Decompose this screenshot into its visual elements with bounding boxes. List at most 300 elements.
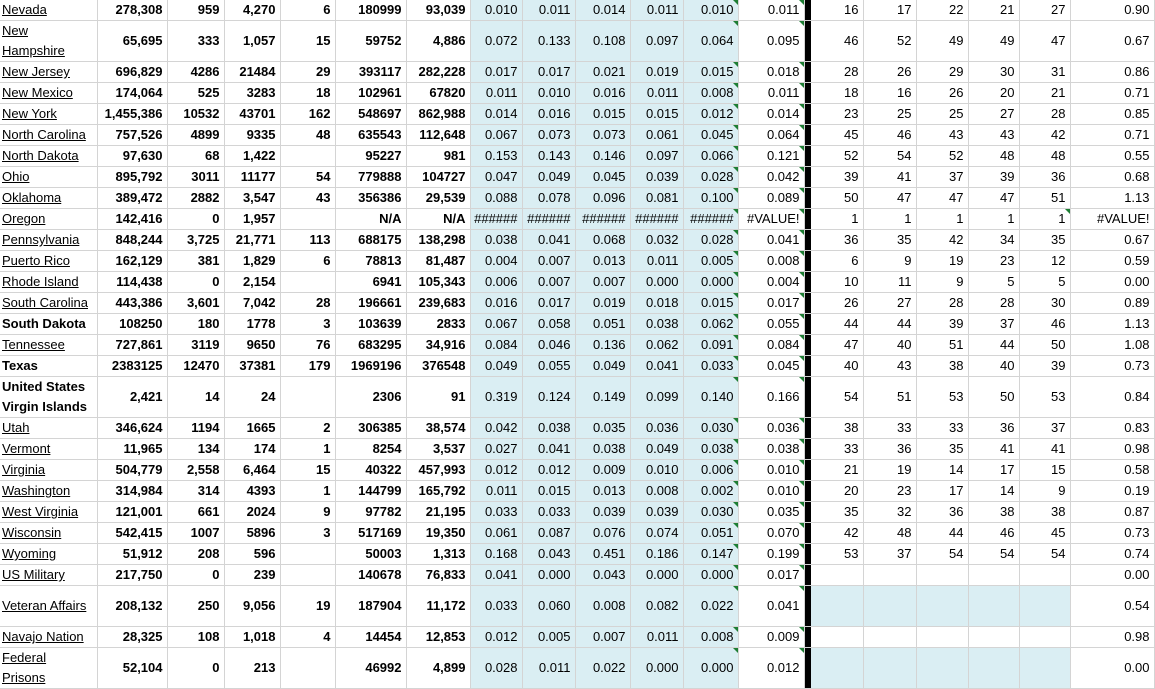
cell-k1[interactable]: 45 xyxy=(810,125,863,146)
cell-avg[interactable]: 0.089 xyxy=(738,188,804,209)
cell-c6[interactable]: 104727 xyxy=(406,167,470,188)
cell-c4[interactable]: 19 xyxy=(280,586,335,627)
cell-k3[interactable]: 29 xyxy=(916,62,968,83)
cell-c4[interactable] xyxy=(280,272,335,293)
cell-c1[interactable]: 52,104 xyxy=(97,648,167,689)
cell-c6[interactable]: 862,988 xyxy=(406,104,470,125)
cell-r1[interactable]: 0.042 xyxy=(470,418,522,439)
cell-c2[interactable]: 0 xyxy=(167,648,224,689)
cell-k3[interactable]: 25 xyxy=(916,104,968,125)
cell-c5[interactable]: 688175 xyxy=(335,230,406,251)
cell-k1[interactable]: 47 xyxy=(810,335,863,356)
cell-c4[interactable]: 15 xyxy=(280,460,335,481)
cell-r5[interactable]: ###### xyxy=(683,209,738,230)
cell-avg[interactable]: 0.010 xyxy=(738,481,804,502)
cell-k1[interactable]: 28 xyxy=(810,62,863,83)
cell-c1[interactable]: 51,912 xyxy=(97,544,167,565)
cell-r3[interactable]: 0.015 xyxy=(575,104,630,125)
cell-r4[interactable]: 0.011 xyxy=(630,627,683,648)
cell-k1[interactable]: 50 xyxy=(810,188,863,209)
cell-r3[interactable]: 0.016 xyxy=(575,83,630,104)
cell-k5[interactable] xyxy=(1019,565,1070,586)
cell-k2[interactable]: 51 xyxy=(863,377,916,418)
cell-k1[interactable] xyxy=(810,627,863,648)
cell-r3[interactable]: 0.043 xyxy=(575,565,630,586)
cell-k3[interactable]: 53 xyxy=(916,377,968,418)
cell-c2[interactable]: 68 xyxy=(167,146,224,167)
cell-r5[interactable]: 0.000 xyxy=(683,648,738,689)
cell-c3[interactable]: 9335 xyxy=(224,125,280,146)
cell-r5[interactable]: 0.147 xyxy=(683,544,738,565)
cell-last[interactable]: 0.67 xyxy=(1070,21,1154,62)
cell-r3[interactable]: 0.022 xyxy=(575,648,630,689)
cell-last[interactable]: 0.85 xyxy=(1070,104,1154,125)
cell-name[interactable] xyxy=(0,481,97,502)
cell-r3[interactable]: 0.007 xyxy=(575,627,630,648)
cell-k5[interactable]: 38 xyxy=(1019,502,1070,523)
cell-k4[interactable]: 41 xyxy=(968,439,1019,460)
cell-avg[interactable]: 0.070 xyxy=(738,523,804,544)
cell-r4[interactable]: 0.015 xyxy=(630,104,683,125)
cell-c3[interactable]: 3,547 xyxy=(224,188,280,209)
cell-r1[interactable]: 0.038 xyxy=(470,230,522,251)
cell-c3[interactable]: 6,464 xyxy=(224,460,280,481)
cell-c5[interactable]: 50003 xyxy=(335,544,406,565)
cell-avg[interactable]: 0.011 xyxy=(738,83,804,104)
cell-k1[interactable]: 6 xyxy=(810,251,863,272)
cell-k3[interactable]: 52 xyxy=(916,146,968,167)
cell-c6[interactable]: 105,343 xyxy=(406,272,470,293)
cell-r2[interactable]: ###### xyxy=(522,209,575,230)
cell-c2[interactable]: 333 xyxy=(167,21,224,62)
cell-last[interactable]: 0.98 xyxy=(1070,627,1154,648)
cell-k4[interactable] xyxy=(968,648,1019,689)
cell-avg[interactable]: 0.055 xyxy=(738,314,804,335)
cell-last[interactable]: 0.86 xyxy=(1070,62,1154,83)
cell-r5[interactable]: 0.015 xyxy=(683,62,738,83)
cell-c4[interactable]: 4 xyxy=(280,627,335,648)
cell-name[interactable] xyxy=(0,293,97,314)
cell-r2[interactable]: 0.046 xyxy=(522,335,575,356)
cell-c5[interactable]: 635543 xyxy=(335,125,406,146)
cell-k5[interactable]: 39 xyxy=(1019,356,1070,377)
cell-k4[interactable]: 37 xyxy=(968,314,1019,335)
cell-avg[interactable]: #VALUE! xyxy=(738,209,804,230)
cell-c6[interactable]: 91 xyxy=(406,377,470,418)
cell-k1[interactable]: 23 xyxy=(810,104,863,125)
cell-c5[interactable]: 14454 xyxy=(335,627,406,648)
cell-c1[interactable]: 162,129 xyxy=(97,251,167,272)
cell-k2[interactable]: 17 xyxy=(863,0,916,21)
cell-c3[interactable]: 1778 xyxy=(224,314,280,335)
cell-r1[interactable]: 0.011 xyxy=(470,83,522,104)
cell-last[interactable]: 0.87 xyxy=(1070,502,1154,523)
cell-r1[interactable]: 0.153 xyxy=(470,146,522,167)
cell-c3[interactable]: 1,422 xyxy=(224,146,280,167)
cell-r2[interactable]: 0.033 xyxy=(522,502,575,523)
cell-c1[interactable]: 2383125 xyxy=(97,356,167,377)
cell-name[interactable] xyxy=(0,0,97,21)
cell-r4[interactable]: 0.000 xyxy=(630,565,683,586)
cell-last[interactable]: 1.13 xyxy=(1070,314,1154,335)
cell-k4[interactable]: 39 xyxy=(968,167,1019,188)
cell-c4[interactable] xyxy=(280,648,335,689)
cell-r5[interactable]: 0.000 xyxy=(683,565,738,586)
cell-name[interactable] xyxy=(0,439,97,460)
cell-avg[interactable]: 0.121 xyxy=(738,146,804,167)
cell-k4[interactable]: 1 xyxy=(968,209,1019,230)
cell-k2[interactable]: 33 xyxy=(863,418,916,439)
cell-k1[interactable]: 42 xyxy=(810,523,863,544)
cell-r2[interactable]: 0.133 xyxy=(522,21,575,62)
cell-k1[interactable]: 16 xyxy=(810,0,863,21)
cell-last[interactable]: 0.98 xyxy=(1070,439,1154,460)
cell-r4[interactable]: 0.032 xyxy=(630,230,683,251)
cell-k3[interactable]: 26 xyxy=(916,83,968,104)
cell-k3[interactable]: 14 xyxy=(916,460,968,481)
cell-c4[interactable]: 1 xyxy=(280,481,335,502)
cell-k5[interactable] xyxy=(1019,627,1070,648)
cell-k5[interactable]: 5 xyxy=(1019,272,1070,293)
cell-r1[interactable]: 0.041 xyxy=(470,565,522,586)
cell-r3[interactable]: 0.013 xyxy=(575,481,630,502)
cell-r4[interactable]: 0.099 xyxy=(630,377,683,418)
cell-c2[interactable]: 180 xyxy=(167,314,224,335)
cell-c4[interactable] xyxy=(280,544,335,565)
cell-avg[interactable]: 0.010 xyxy=(738,460,804,481)
cell-c5[interactable]: 548697 xyxy=(335,104,406,125)
cell-r1[interactable]: 0.012 xyxy=(470,460,522,481)
cell-k4[interactable]: 43 xyxy=(968,125,1019,146)
cell-k3[interactable]: 35 xyxy=(916,439,968,460)
cell-last[interactable]: 0.19 xyxy=(1070,481,1154,502)
cell-r5[interactable]: 0.008 xyxy=(683,627,738,648)
cell-k4[interactable]: 5 xyxy=(968,272,1019,293)
cell-c1[interactable]: 28,325 xyxy=(97,627,167,648)
cell-c6[interactable]: 11,172 xyxy=(406,586,470,627)
cell-k3[interactable]: 36 xyxy=(916,502,968,523)
cell-r4[interactable]: 0.074 xyxy=(630,523,683,544)
cell-r2[interactable]: 0.087 xyxy=(522,523,575,544)
cell-c4[interactable]: 54 xyxy=(280,167,335,188)
cell-c4[interactable]: 6 xyxy=(280,0,335,21)
cell-c2[interactable]: 1007 xyxy=(167,523,224,544)
cell-r1[interactable]: 0.012 xyxy=(470,627,522,648)
cell-r2[interactable]: 0.060 xyxy=(522,586,575,627)
cell-last[interactable]: 0.84 xyxy=(1070,377,1154,418)
cell-c3[interactable]: 3283 xyxy=(224,83,280,104)
cell-r5[interactable]: 0.062 xyxy=(683,314,738,335)
cell-r1[interactable]: 0.014 xyxy=(470,104,522,125)
cell-r2[interactable]: 0.015 xyxy=(522,481,575,502)
cell-r1[interactable]: ###### xyxy=(470,209,522,230)
cell-c2[interactable]: 959 xyxy=(167,0,224,21)
cell-k3[interactable]: 19 xyxy=(916,251,968,272)
cell-k5[interactable]: 37 xyxy=(1019,418,1070,439)
cell-r3[interactable]: 0.096 xyxy=(575,188,630,209)
cell-k5[interactable]: 12 xyxy=(1019,251,1070,272)
cell-k2[interactable]: 16 xyxy=(863,83,916,104)
cell-k3[interactable]: 1 xyxy=(916,209,968,230)
cell-last[interactable]: 0.59 xyxy=(1070,251,1154,272)
cell-k1[interactable]: 53 xyxy=(810,544,863,565)
cell-r2[interactable]: 0.017 xyxy=(522,62,575,83)
cell-r1[interactable]: 0.088 xyxy=(470,188,522,209)
cell-c3[interactable]: 2024 xyxy=(224,502,280,523)
cell-k2[interactable]: 19 xyxy=(863,460,916,481)
cell-r1[interactable]: 0.168 xyxy=(470,544,522,565)
cell-k1[interactable]: 20 xyxy=(810,481,863,502)
cell-r4[interactable]: 0.011 xyxy=(630,251,683,272)
cell-k4[interactable]: 50 xyxy=(968,377,1019,418)
cell-c6[interactable]: 239,683 xyxy=(406,293,470,314)
cell-r2[interactable]: 0.073 xyxy=(522,125,575,146)
cell-c6[interactable]: 81,487 xyxy=(406,251,470,272)
cell-r2[interactable]: 0.016 xyxy=(522,104,575,125)
cell-name[interactable] xyxy=(0,104,97,125)
cell-k3[interactable]: 28 xyxy=(916,293,968,314)
cell-last[interactable]: 0.71 xyxy=(1070,125,1154,146)
cell-c2[interactable]: 3,725 xyxy=(167,230,224,251)
cell-c2[interactable]: 3119 xyxy=(167,335,224,356)
cell-k1[interactable]: 46 xyxy=(810,21,863,62)
cell-c1[interactable]: 696,829 xyxy=(97,62,167,83)
cell-r4[interactable]: 0.000 xyxy=(630,648,683,689)
cell-k5[interactable]: 51 xyxy=(1019,188,1070,209)
cell-c5[interactable]: 46992 xyxy=(335,648,406,689)
cell-name[interactable] xyxy=(0,565,97,586)
cell-last[interactable]: #VALUE! xyxy=(1070,209,1154,230)
cell-r4[interactable]: 0.186 xyxy=(630,544,683,565)
cell-r2[interactable]: 0.011 xyxy=(522,0,575,21)
cell-name[interactable] xyxy=(0,460,97,481)
cell-r4[interactable]: 0.062 xyxy=(630,335,683,356)
cell-c2[interactable]: 10532 xyxy=(167,104,224,125)
cell-r5[interactable]: 0.015 xyxy=(683,293,738,314)
cell-r5[interactable]: 0.045 xyxy=(683,125,738,146)
cell-r3[interactable]: 0.009 xyxy=(575,460,630,481)
cell-c6[interactable]: 4,886 xyxy=(406,21,470,62)
cell-avg[interactable]: 0.011 xyxy=(738,0,804,21)
cell-r5[interactable]: 0.033 xyxy=(683,356,738,377)
cell-k5[interactable]: 47 xyxy=(1019,21,1070,62)
cell-c5[interactable]: 8254 xyxy=(335,439,406,460)
cell-c1[interactable]: 217,750 xyxy=(97,565,167,586)
cell-k1[interactable]: 18 xyxy=(810,83,863,104)
cell-c5[interactable]: 102961 xyxy=(335,83,406,104)
cell-k2[interactable]: 25 xyxy=(863,104,916,125)
cell-r3[interactable]: 0.051 xyxy=(575,314,630,335)
cell-k5[interactable]: 46 xyxy=(1019,314,1070,335)
cell-r5[interactable]: 0.051 xyxy=(683,523,738,544)
cell-c1[interactable]: 346,624 xyxy=(97,418,167,439)
cell-last[interactable]: 0.89 xyxy=(1070,293,1154,314)
cell-avg[interactable]: 0.064 xyxy=(738,125,804,146)
cell-k2[interactable]: 27 xyxy=(863,293,916,314)
cell-r3[interactable]: 0.076 xyxy=(575,523,630,544)
cell-c5[interactable]: 6941 xyxy=(335,272,406,293)
cell-k1[interactable]: 10 xyxy=(810,272,863,293)
cell-k5[interactable]: 48 xyxy=(1019,146,1070,167)
cell-last[interactable]: 0.71 xyxy=(1070,83,1154,104)
cell-c4[interactable] xyxy=(280,377,335,418)
cell-c3[interactable]: 9650 xyxy=(224,335,280,356)
cell-last[interactable]: 0.74 xyxy=(1070,544,1154,565)
cell-k3[interactable]: 54 xyxy=(916,544,968,565)
cell-c5[interactable]: 306385 xyxy=(335,418,406,439)
cell-r4[interactable]: 0.097 xyxy=(630,146,683,167)
cell-k3[interactable]: 39 xyxy=(916,314,968,335)
cell-r3[interactable]: 0.451 xyxy=(575,544,630,565)
cell-k3[interactable] xyxy=(916,586,968,627)
cell-k1[interactable]: 33 xyxy=(810,439,863,460)
cell-r1[interactable]: 0.017 xyxy=(470,62,522,83)
cell-c5[interactable]: 196661 xyxy=(335,293,406,314)
cell-c5[interactable]: 144799 xyxy=(335,481,406,502)
cell-k5[interactable]: 36 xyxy=(1019,167,1070,188)
cell-c1[interactable]: 1,455,386 xyxy=(97,104,167,125)
cell-k1[interactable]: 26 xyxy=(810,293,863,314)
cell-r2[interactable]: 0.017 xyxy=(522,293,575,314)
cell-r5[interactable]: 0.012 xyxy=(683,104,738,125)
cell-k4[interactable] xyxy=(968,586,1019,627)
cell-k2[interactable]: 11 xyxy=(863,272,916,293)
cell-c1[interactable]: 504,779 xyxy=(97,460,167,481)
cell-c6[interactable]: 376548 xyxy=(406,356,470,377)
cell-k3[interactable] xyxy=(916,648,968,689)
cell-c2[interactable]: 0 xyxy=(167,272,224,293)
cell-k4[interactable]: 36 xyxy=(968,418,1019,439)
cell-c3[interactable]: 1,957 xyxy=(224,209,280,230)
cell-avg[interactable]: 0.017 xyxy=(738,293,804,314)
cell-name[interactable] xyxy=(0,188,97,209)
cell-c4[interactable]: 6 xyxy=(280,251,335,272)
cell-r3[interactable]: 0.021 xyxy=(575,62,630,83)
cell-r2[interactable]: 0.041 xyxy=(522,439,575,460)
cell-r2[interactable]: 0.124 xyxy=(522,377,575,418)
cell-avg[interactable]: 0.084 xyxy=(738,335,804,356)
cell-name[interactable] xyxy=(0,377,97,418)
cell-r2[interactable]: 0.010 xyxy=(522,83,575,104)
cell-c3[interactable]: 1,018 xyxy=(224,627,280,648)
cell-c1[interactable]: 757,526 xyxy=(97,125,167,146)
cell-r2[interactable]: 0.011 xyxy=(522,648,575,689)
cell-r2[interactable]: 0.055 xyxy=(522,356,575,377)
cell-r5[interactable]: 0.091 xyxy=(683,335,738,356)
cell-avg[interactable]: 0.045 xyxy=(738,356,804,377)
cell-c6[interactable]: 112,648 xyxy=(406,125,470,146)
cell-k2[interactable]: 35 xyxy=(863,230,916,251)
cell-k2[interactable]: 37 xyxy=(863,544,916,565)
cell-c2[interactable]: 0 xyxy=(167,565,224,586)
cell-r2[interactable]: 0.000 xyxy=(522,565,575,586)
cell-c4[interactable]: 15 xyxy=(280,21,335,62)
cell-avg[interactable]: 0.014 xyxy=(738,104,804,125)
cell-c2[interactable]: 4286 xyxy=(167,62,224,83)
cell-k1[interactable]: 38 xyxy=(810,418,863,439)
cell-c6[interactable]: 38,574 xyxy=(406,418,470,439)
cell-k1[interactable]: 21 xyxy=(810,460,863,481)
cell-r5[interactable]: 0.022 xyxy=(683,586,738,627)
cell-r5[interactable]: 0.038 xyxy=(683,439,738,460)
cell-r1[interactable]: 0.004 xyxy=(470,251,522,272)
cell-c4[interactable]: 9 xyxy=(280,502,335,523)
cell-k1[interactable] xyxy=(810,648,863,689)
cell-name[interactable] xyxy=(0,146,97,167)
cell-name[interactable] xyxy=(0,648,97,689)
cell-k5[interactable]: 1 xyxy=(1019,209,1070,230)
cell-avg[interactable]: 0.008 xyxy=(738,251,804,272)
cell-c1[interactable]: 114,438 xyxy=(97,272,167,293)
cell-k3[interactable]: 44 xyxy=(916,523,968,544)
cell-r2[interactable]: 0.058 xyxy=(522,314,575,335)
cell-c3[interactable]: 1665 xyxy=(224,418,280,439)
cell-name[interactable] xyxy=(0,502,97,523)
cell-avg[interactable]: 0.042 xyxy=(738,167,804,188)
cell-last[interactable]: 0.00 xyxy=(1070,648,1154,689)
cell-k5[interactable]: 41 xyxy=(1019,439,1070,460)
cell-name[interactable] xyxy=(0,230,97,251)
cell-k4[interactable]: 48 xyxy=(968,146,1019,167)
cell-avg[interactable]: 0.036 xyxy=(738,418,804,439)
cell-r1[interactable]: 0.072 xyxy=(470,21,522,62)
cell-c2[interactable]: 14 xyxy=(167,377,224,418)
cell-k2[interactable]: 26 xyxy=(863,62,916,83)
cell-c3[interactable]: 239 xyxy=(224,565,280,586)
cell-r5[interactable]: 0.028 xyxy=(683,167,738,188)
cell-c2[interactable]: 208 xyxy=(167,544,224,565)
cell-k5[interactable] xyxy=(1019,586,1070,627)
cell-avg[interactable]: 0.166 xyxy=(738,377,804,418)
cell-c1[interactable]: 314,984 xyxy=(97,481,167,502)
cell-c4[interactable]: 2 xyxy=(280,418,335,439)
cell-c5[interactable]: 103639 xyxy=(335,314,406,335)
cell-r5[interactable]: 0.006 xyxy=(683,460,738,481)
cell-r1[interactable]: 0.033 xyxy=(470,586,522,627)
cell-avg[interactable]: 0.017 xyxy=(738,565,804,586)
cell-c1[interactable]: 389,472 xyxy=(97,188,167,209)
cell-avg[interactable]: 0.004 xyxy=(738,272,804,293)
cell-avg[interactable]: 0.199 xyxy=(738,544,804,565)
cell-c5[interactable]: 517169 xyxy=(335,523,406,544)
cell-c2[interactable]: 525 xyxy=(167,83,224,104)
cell-k4[interactable]: 34 xyxy=(968,230,1019,251)
cell-r4[interactable]: 0.041 xyxy=(630,356,683,377)
cell-k2[interactable]: 54 xyxy=(863,146,916,167)
cell-k1[interactable]: 36 xyxy=(810,230,863,251)
cell-k1[interactable]: 52 xyxy=(810,146,863,167)
cell-c4[interactable]: 162 xyxy=(280,104,335,125)
cell-c5[interactable]: 180999 xyxy=(335,0,406,21)
cell-k3[interactable]: 22 xyxy=(916,0,968,21)
cell-k3[interactable]: 43 xyxy=(916,125,968,146)
cell-r2[interactable]: 0.043 xyxy=(522,544,575,565)
cell-k2[interactable]: 41 xyxy=(863,167,916,188)
cell-c5[interactable]: 779888 xyxy=(335,167,406,188)
cell-k2[interactable]: 23 xyxy=(863,481,916,502)
cell-r3[interactable]: 0.073 xyxy=(575,125,630,146)
cell-c4[interactable] xyxy=(280,209,335,230)
cell-r4[interactable]: ###### xyxy=(630,209,683,230)
cell-c4[interactable] xyxy=(280,146,335,167)
cell-k2[interactable]: 52 xyxy=(863,21,916,62)
cell-c1[interactable]: 2,421 xyxy=(97,377,167,418)
cell-r5[interactable]: 0.005 xyxy=(683,251,738,272)
cell-r3[interactable]: 0.038 xyxy=(575,439,630,460)
cell-name[interactable] xyxy=(0,356,97,377)
cell-c2[interactable]: 2882 xyxy=(167,188,224,209)
cell-c1[interactable]: 208,132 xyxy=(97,586,167,627)
